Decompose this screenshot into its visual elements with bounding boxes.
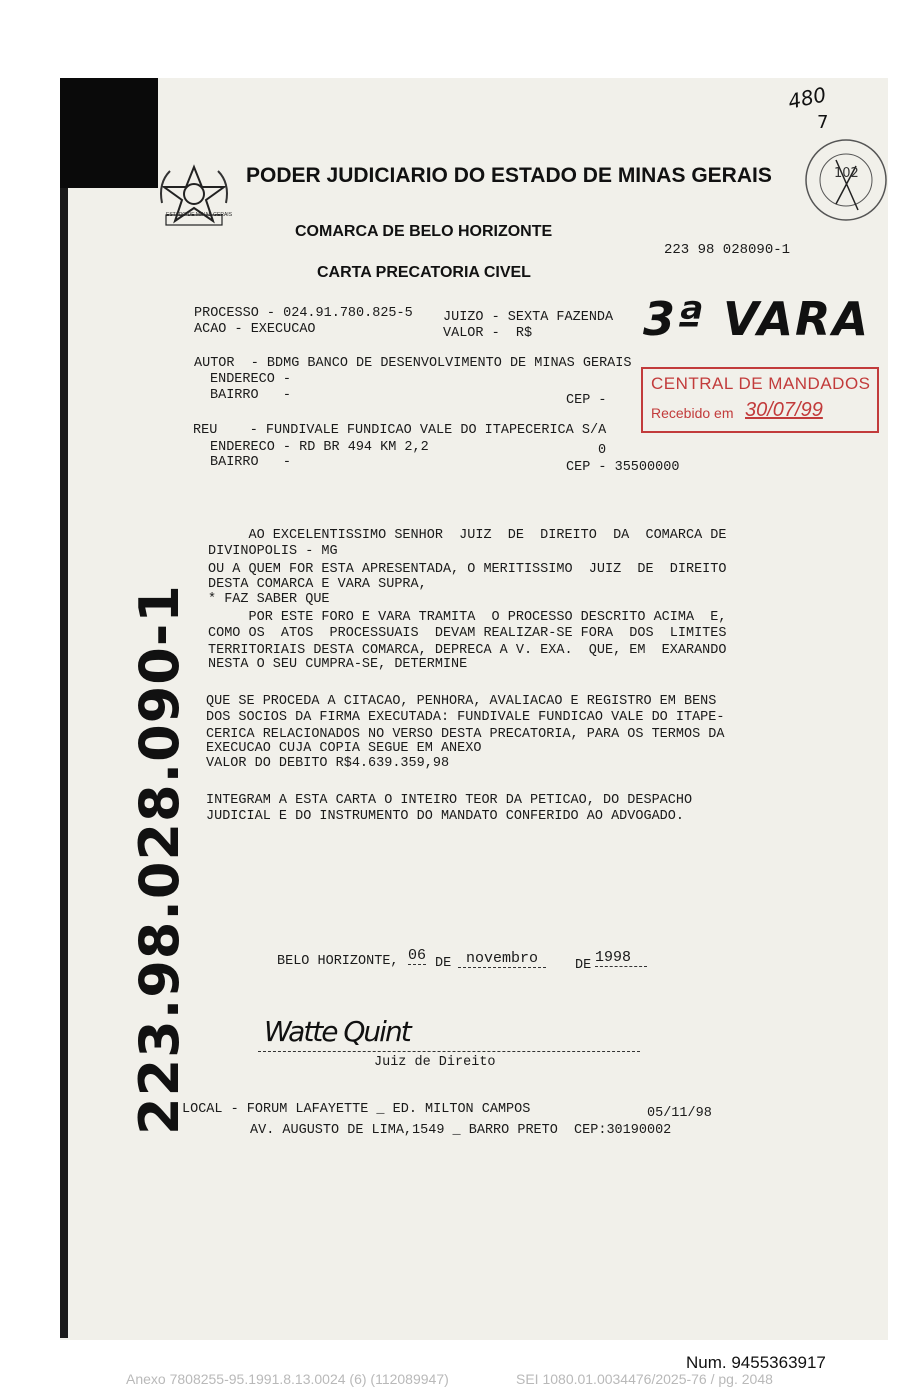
handwritten-folio-number: 480: [785, 82, 829, 114]
reu-endereco: ENDERECO - RD BR 494 KM 2,2: [210, 440, 429, 455]
body-line: OU A QUEM FOR ESTA APRESENTADA, O MERITISSIMO JUIZ DE DIREITO: [208, 562, 727, 577]
date-city: BELO HORIZONTE,: [277, 954, 399, 969]
body-line: INTEGRAM A ESTA CARTA O INTEIRO TEOR DA PETICAO, DO DESPACHO: [206, 793, 693, 808]
reu-line: REU - FUNDIVALE FUNDICAO VALE DO ITAPECERICA S/A: [193, 423, 607, 438]
body-line: JUDICIAL E DO INSTRUMENTO DO MANDATO CONFERIDO AO ADVOGADO.: [206, 809, 684, 824]
local-line-1: LOCAL - FORUM LAFAYETTE _ ED. MILTON CAMPOS: [182, 1102, 531, 1117]
institution-title: PODER JUDICIARIO DO ESTADO DE MINAS GERAIS: [246, 164, 772, 187]
signature-role: Juiz de Direito: [374, 1055, 496, 1070]
local-line-2: AV. AUGUSTO DE LIMA,1549 _ BARRO PRETO CEP:30190002: [250, 1123, 672, 1138]
processo-line: PROCESSO - 024.91.780.825-5: [194, 306, 413, 321]
footer-anexo: Anexo 7808255-95.1991.8.13.0024 (6) (112089947): [126, 1371, 449, 1387]
date-de1: DE: [435, 956, 452, 971]
date-day: 06: [408, 947, 427, 964]
round-stamp-number: 102: [834, 166, 859, 181]
handwritten-folio-fraction: 7: [817, 112, 829, 133]
seal-text: ESTADO DE MINAS GERAIS: [166, 212, 233, 218]
date-month: novembro: [458, 951, 546, 968]
signature-line: [258, 1051, 640, 1052]
body-line: VALOR DO DEBITO R$4.639.359,98: [206, 756, 450, 771]
doc-number: 223 98 028090-1: [664, 242, 791, 258]
body-line: DESTA COMARCA E VARA SUPRA,: [208, 577, 427, 592]
body-line: NESTA O SEU CUMPRA-SE, DETERMINE: [208, 657, 468, 672]
body-line: * FAZ SABER QUE: [208, 592, 330, 607]
body-line: AO EXCELENTISSIMO SENHOR JUIZ DE DIREITO DA COMARCA DE: [208, 528, 727, 543]
body-line: DOS SOCIOS DA FIRMA EXECUTADA: FUNDIVALE FUNDICAO VALE DO ITAPE-: [206, 710, 725, 725]
body-line: POR ESTE FORO E VARA TRAMITA O PROCESSO DESCRITO ACIMA E,: [208, 610, 727, 625]
valor-line: VALOR - R$: [443, 326, 533, 341]
reu-zero: 0: [598, 443, 607, 458]
comarca-title: COMARCA DE BELO HORIZONTE: [295, 223, 553, 240]
central-mandados-stamp: [641, 367, 879, 433]
stamp-recebido-date: 30/07/99: [745, 399, 823, 421]
stamp-title: CENTRAL DE MANDADOS: [651, 374, 871, 393]
signature-scribble: Watte Quint: [264, 1015, 410, 1048]
date-year: 1998: [595, 950, 647, 967]
body-line: DIVINOPOLIS - MG: [208, 544, 338, 559]
reu-bairro: BAIRRO -: [210, 455, 292, 470]
body-line: EXECUCAO CUJA COPIA SEGUE EM ANEXO: [206, 741, 482, 756]
date-de2: DE: [575, 958, 592, 973]
stamp-recebido-label: Recebido em: [651, 405, 734, 421]
local-date: 05/11/98: [647, 1106, 712, 1121]
doc-type-title: CARTA PRECATORIA CIVEL: [317, 264, 531, 281]
handwritten-vertical-number: 223.98.028.090-1: [128, 584, 191, 1135]
coat-of-arms-seal: [156, 163, 232, 229]
autor-bairro: BAIRRO -: [210, 388, 292, 403]
juizo-line: JUIZO - SEXTA FAZENDA: [443, 310, 614, 325]
autor-endereco: ENDERECO -: [210, 372, 292, 387]
body-line: COMO OS ATOS PROCESSUAIS DEVAM REALIZAR-SE FORA DOS LIMITES: [208, 626, 727, 641]
body-line: CERICA RELACIONADOS NO VERSO DESTA PRECATORIA, PARA OS TERMOS DA: [206, 727, 725, 742]
autor-cep: CEP -: [566, 393, 607, 408]
autor-line: AUTOR - BDMG BANCO DE DESENVOLVIMENTO DE MINAS GERAIS: [194, 356, 632, 371]
footer-num: Num. 9455363917: [686, 1353, 826, 1372]
scan-black-edge: [60, 188, 68, 1338]
footer-sei: SEI 1080.01.0034476/2025-76 / pg. 2048: [516, 1371, 773, 1387]
body-line: TERRITORIAIS DESTA COMARCA, DEPRECA A V. EXA. QUE, EM EXARANDO: [208, 643, 727, 658]
scan-black-corner: [60, 78, 158, 188]
body-line: QUE SE PROCEDA A CITACAO, PENHORA, AVALIACAO E REGISTRO EM BENS: [206, 694, 717, 709]
reu-cep: CEP - 35500000: [566, 460, 680, 475]
handwritten-vara: 3ª VARA: [643, 292, 871, 346]
acao-line: ACAO - EXECUCAO: [194, 322, 316, 337]
